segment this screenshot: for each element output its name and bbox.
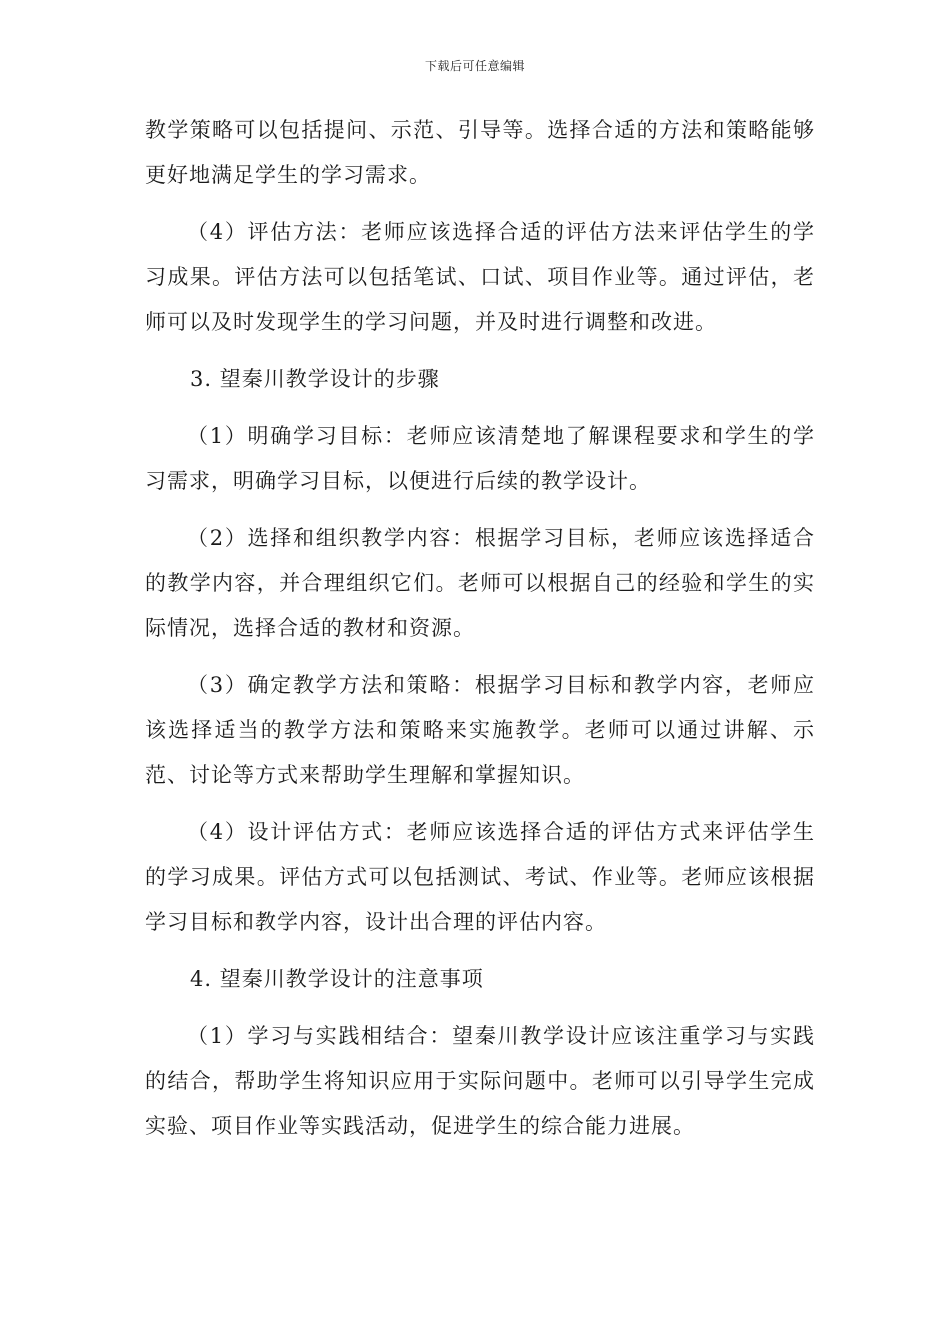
document-body (145, 108, 815, 1161)
paragraph-step-2: （2）选择和组织教学内容：根据学习目标，老师应该选择适合的教学内容，并合理组织它们。老师可以根据自己的经验和学生的实际情况，选择合适的教材和资源。 (145, 526, 815, 640)
paragraph-note-1: （1）学习与实践相结合：望秦川教学设计应该注重学习与实践的结合，帮助学生将知识应用于实际问题中。老师可以引导学生完成实验、项目作业等实践活动，促进学生的综合能力进展。 (145, 1024, 815, 1138)
paragraph-step-1: （1）明确学习目标：老师应该清楚地了解课程要求和学生的学习需求，明确学习目标，以便进行后续的教学设计。 (145, 424, 815, 493)
paragraph-step-3: （3）确定教学方法和策略：根据学习目标和教学内容，老师应该选择适当的教学方法和策略来实施教学。老师可以通过讲解、示范、讨论等方式来帮助学生理解和掌握知识。 (145, 673, 815, 787)
section-heading-notes: 4. 望秦川教学设计的注意事项 (190, 967, 484, 991)
paragraph-step-4: （4）设计评估方式：老师应该选择合适的评估方式来评估学生的学习成果。评估方式可以包括测试、考试、作业等。老师应该根据学习目标和教学内容，设计出合理的评估内容。 (145, 820, 815, 934)
paragraph-continuation: 教学策略可以包括提问、示范、引导等。选择合适的方法和策略能够更好地满足学生的学习需求。 (145, 118, 815, 187)
section-heading-steps: 3. 望秦川教学设计的步骤 (190, 367, 440, 391)
paragraph-assessment-method: （4）评估方法：老师应该选择合适的评估方法来评估学生的学习成果。评估方法可以包括笔试、口试、项目作业等。通过评估，老师可以及时发现学生的学习问题，并及时进行调整和改进。 (145, 220, 815, 334)
header-note: 下载后可任意编辑 (424, 59, 525, 73)
